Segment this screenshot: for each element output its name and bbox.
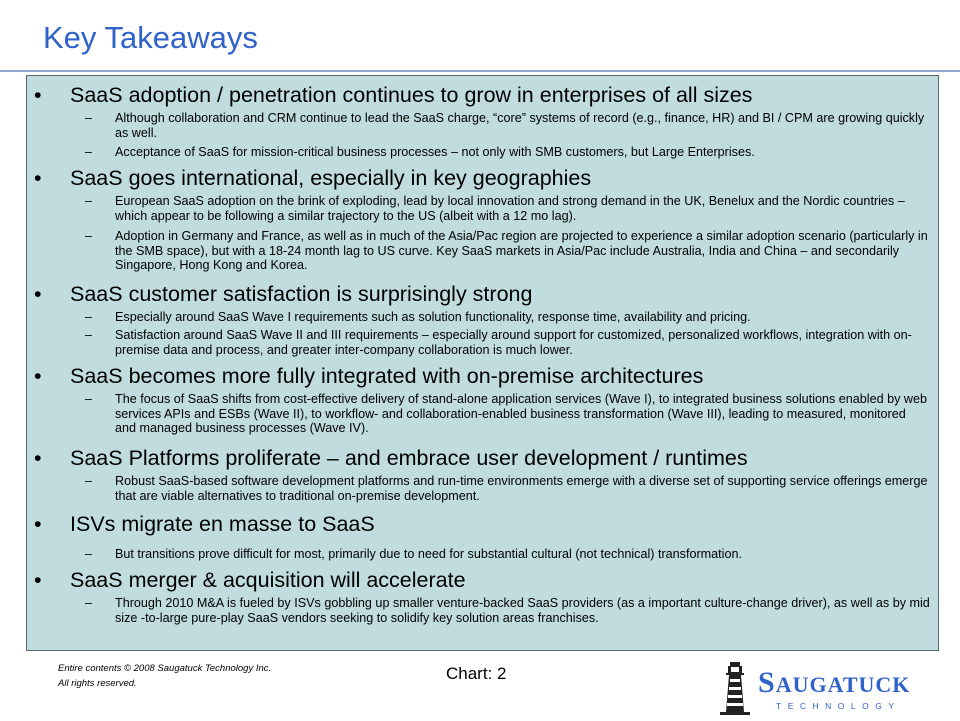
logo-wordmark: SAUGATUCK xyxy=(758,666,911,699)
chart-number: Chart: 2 xyxy=(446,664,507,683)
bullet-icon: • xyxy=(34,282,42,306)
company-logo xyxy=(716,660,911,716)
takeaway-heading: • SaaS merger & acquisition will accelerate xyxy=(34,568,466,592)
takeaway-heading: • SaaS customer satisfaction is surprisingly strong xyxy=(34,282,533,306)
title-divider xyxy=(0,70,960,72)
takeaway-subpoint: – Satisfaction around SaaS Wave II and III requirements – especially around support for customized, personalized workflows, integration with on-premise data and process, and greater inter-company collaboration is much lower. xyxy=(85,328,912,357)
page-title: Key Takeaways xyxy=(43,20,258,55)
dash-icon: – xyxy=(85,392,93,406)
dash-icon: – xyxy=(85,194,93,208)
takeaway-heading: • SaaS becomes more fully integrated with on-premise architectures xyxy=(34,364,704,388)
takeaway-subpoint: – Especially around SaaS Wave I requirements such as solution functionality, response time, availability and pricing. xyxy=(85,310,751,324)
dash-icon: – xyxy=(85,310,93,324)
dash-icon: – xyxy=(85,145,93,159)
copyright-note: Entire contents © 2008 Saugatuck Technology Inc. All rights reserved. xyxy=(58,663,272,689)
bullet-icon: • xyxy=(34,512,42,536)
takeaway-subpoint: – Through 2010 M&A is fueled by ISVs gobbling up smaller venture-backed SaaS providers (as a important culture-change driver), as well as by mid size -to-large pure-play SaaS vendors seeking to solidify key solution areas franchises. xyxy=(85,596,930,625)
takeaways-panel xyxy=(26,75,939,651)
bullet-icon: • xyxy=(34,364,42,388)
logo-subtitle: TECHNOLOGY xyxy=(776,701,901,711)
takeaway-subpoint: – Robust SaaS-based software development platforms and run-time environments emerge with a diverse set of supporting service offerings emerge that are viable alternatives to traditional on-premise development. xyxy=(85,474,928,503)
bullet-icon: • xyxy=(34,83,42,107)
takeaway-subpoint: – European SaaS adoption on the brink of exploding, lead by local innovation and strong demand in the UK, Benelux and the Nordic countries – which appear to be following a similar trajectory to the US (albeit with a 12 mo lag). xyxy=(85,194,905,223)
dash-icon: – xyxy=(85,111,93,125)
dash-icon: – xyxy=(85,328,93,342)
takeaway-subpoint: – Adoption in Germany and France, as well as in much of the Asia/Pac region are projected to experience a similar adoption scenario (particularly in the SMB space), but with a 18-24 month lag to US curve. Key SaaS markets in Asia/Pac include Australia, India and China – and secondarily Singapore, Hong Kong and Korea. xyxy=(85,229,928,273)
dash-icon: – xyxy=(85,596,93,610)
takeaway-subpoint: – But transitions prove difficult for most, primarily due to need for substantial cultural (not technical) transformation. xyxy=(85,547,742,561)
bullet-icon: • xyxy=(34,166,42,190)
dash-icon: – xyxy=(85,229,93,243)
takeaway-heading: • SaaS goes international, especially in key geographies xyxy=(34,166,592,190)
bullet-icon: • xyxy=(34,568,42,592)
bullet-icon: • xyxy=(34,446,42,470)
lighthouse-icon xyxy=(716,660,756,716)
takeaway-subpoint: – Although collaboration and CRM continue to lead the SaaS charge, “core” systems of record (e.g., finance, HR) and BI / CPM are growing quickly as well. xyxy=(85,111,925,140)
takeaway-heading: • SaaS Platforms proliferate – and embrace user development / runtimes xyxy=(34,446,748,470)
takeaway-subpoint: – The focus of SaaS shifts from cost-effective delivery of stand-alone application services (Wave I), to integrated business solutions enabled by web services APIs and ESBs (Wave II), to workflow- and collaboration-enabled business transformation (Wave III), leading to measured, monitored and managed business processes (Wave IV). xyxy=(85,392,928,436)
dash-icon: – xyxy=(85,474,93,488)
takeaway-heading: • SaaS adoption / penetration continues to grow in enterprises of all sizes xyxy=(34,83,753,107)
takeaway-heading: • ISVs migrate en masse to SaaS xyxy=(34,512,375,536)
dash-icon: – xyxy=(85,547,93,561)
takeaway-subpoint: – Acceptance of SaaS for mission-critical business processes – not only with SMB customers, but Large Enterprises. xyxy=(85,145,755,159)
